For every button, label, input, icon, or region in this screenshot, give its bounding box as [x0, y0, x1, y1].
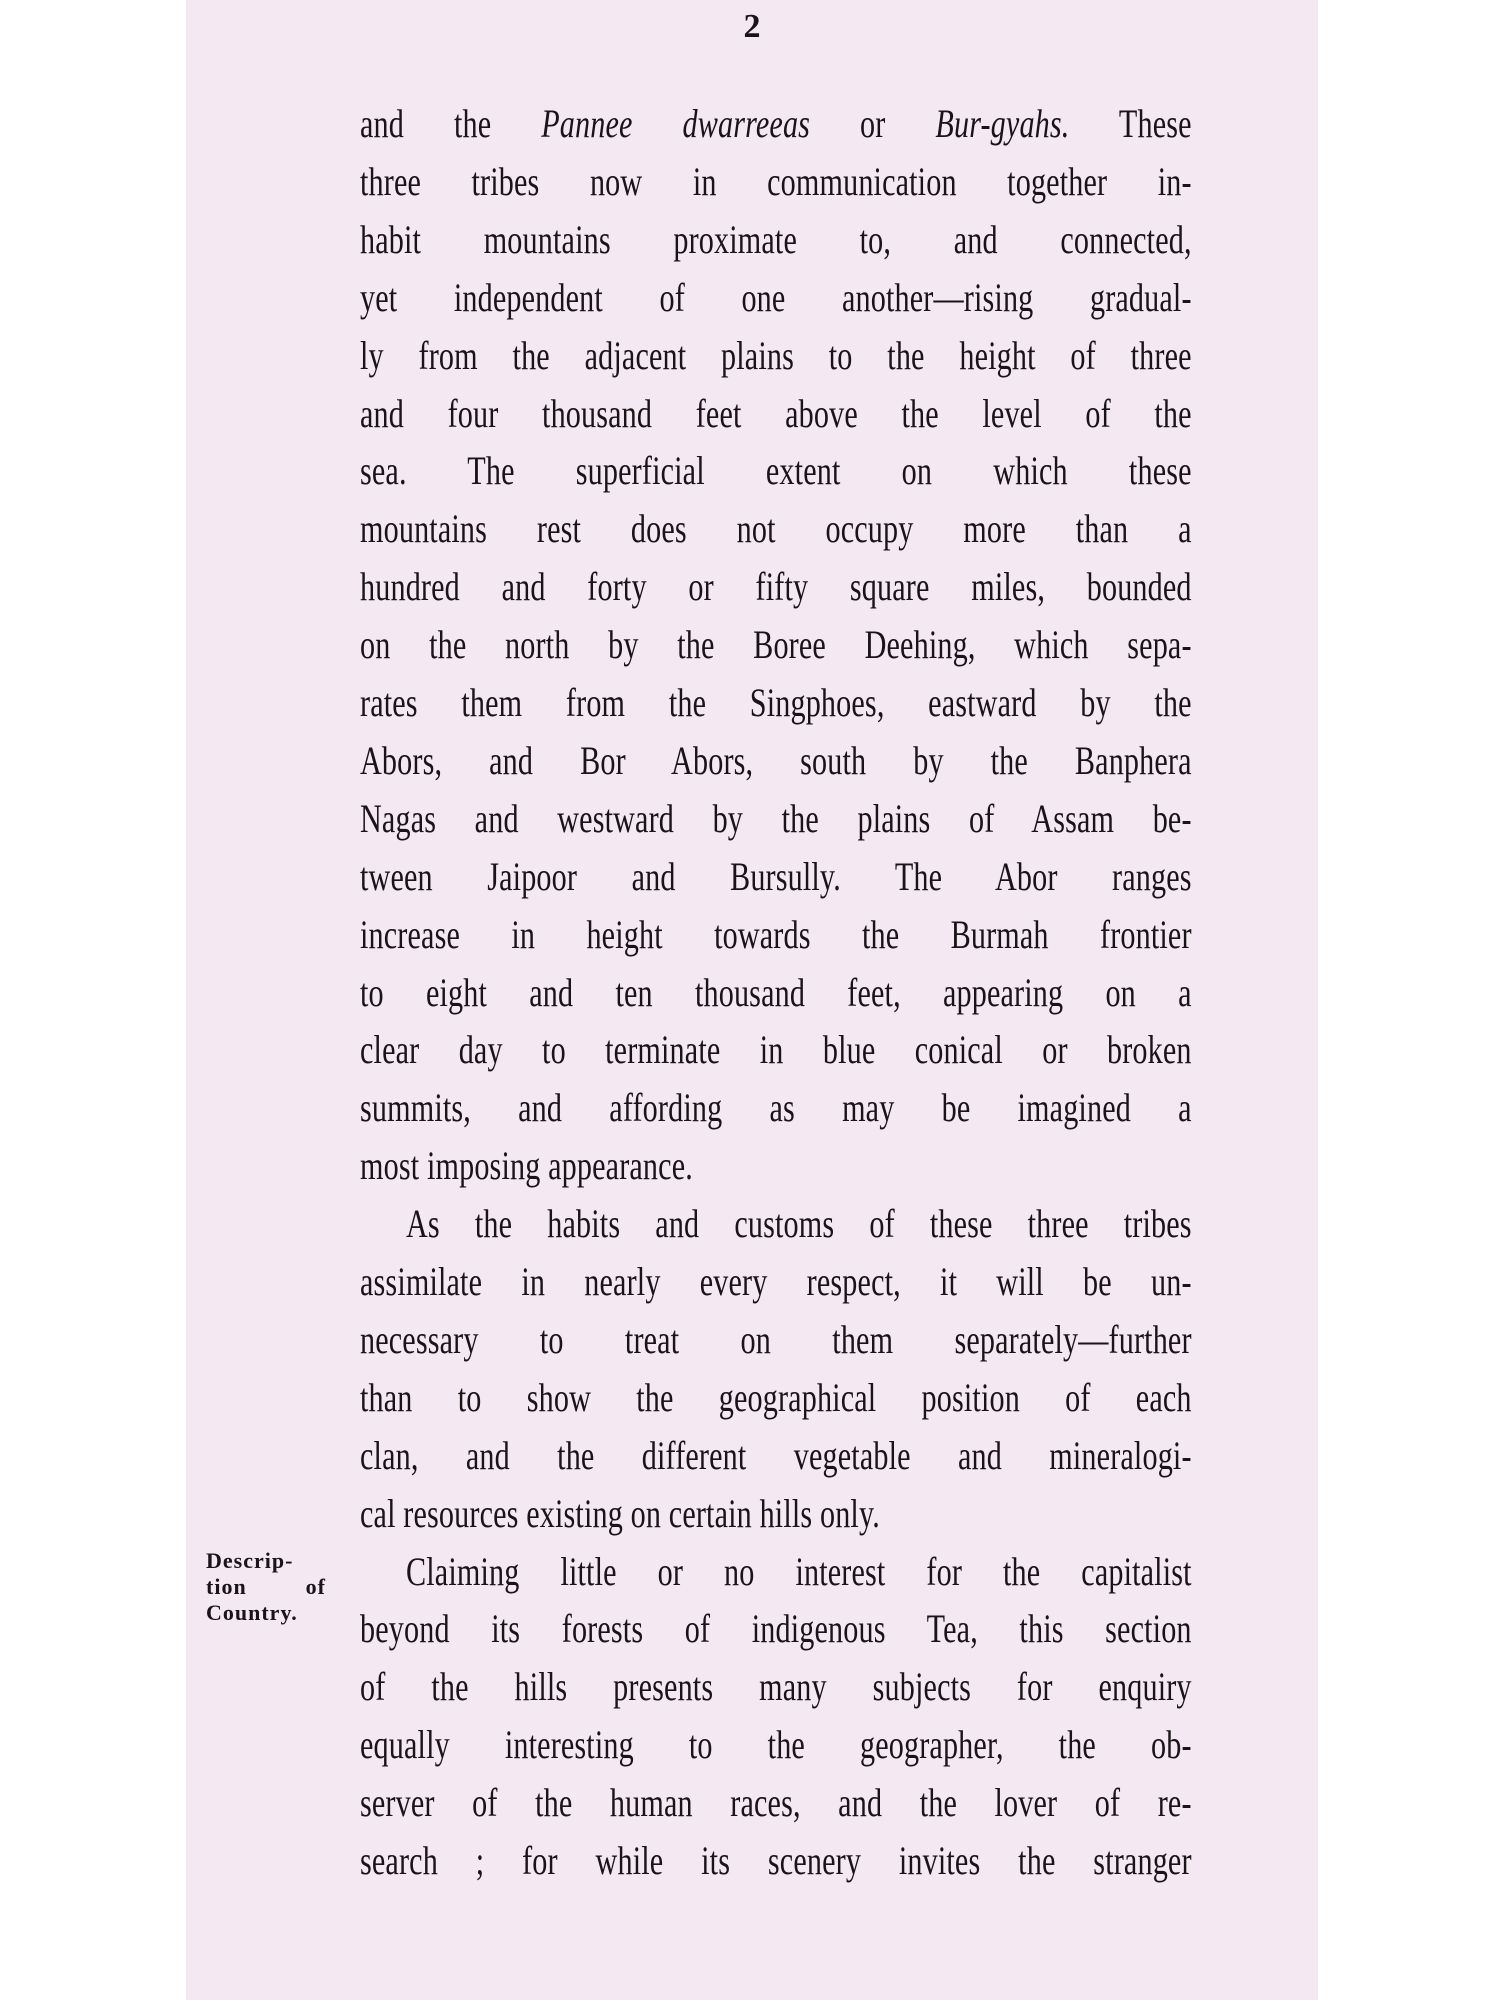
margin-note-line: tion of — [206, 1574, 326, 1599]
margin-note — [206, 1548, 326, 1626]
text-line: sea. The superficial extent on which these — [360, 448, 1192, 494]
text-line: beyond its forests of indigenous Tea, this section — [360, 1606, 1192, 1652]
text-line: and four thousand feet above the level of the — [360, 390, 1192, 436]
text-line: Abors, and Bor Abors, south by the Banphera — [360, 737, 1192, 783]
text-line: ly from the adjacent plains to the height of three — [360, 332, 1192, 378]
margin-note-line: Descrip- — [206, 1548, 294, 1573]
text-line: than to show the geographical position of each — [360, 1374, 1192, 1420]
text-line: tween Jaipoor and Bursully. The Abor ranges — [360, 853, 1192, 899]
text-line: Nagas and westward by the plains of Assam be- — [360, 795, 1192, 841]
text-line: clan, and the different vegetable and mineralogi- — [360, 1432, 1192, 1478]
text-line: Claiming little or no interest for the capitalist — [406, 1548, 1192, 1594]
text-line: mountains rest does not occupy more than a — [360, 506, 1192, 552]
text-line: necessary to treat on them separately—further — [360, 1316, 1192, 1362]
text-line: clear day to terminate in blue conical or broken — [360, 1027, 1192, 1073]
text-line: server of the human races, and the lover of re- — [360, 1780, 1192, 1826]
text-line: equally interesting to the geographer, the ob- — [360, 1722, 1192, 1768]
text-line: three tribes now in communication together in- — [360, 158, 1192, 204]
text-line: and the Pannee dwarreeas or Bur-gyahs. These — [360, 101, 1192, 146]
text-line: assimilate in nearly every respect, it will be un- — [360, 1259, 1192, 1304]
text-line: As the habits and customs of these three tribes — [406, 1201, 1192, 1247]
text-line: summits, and affording as may be imagined a — [360, 1085, 1192, 1131]
text-line: increase in height towards the Burmah frontier — [360, 911, 1192, 957]
text-line: yet independent of one another—rising gradual- — [360, 274, 1192, 320]
text-line: on the north by the Boree Deehing, which sepa- — [360, 622, 1192, 668]
margin-note-line: Country. — [206, 1600, 298, 1625]
text-line: search ; for while its scenery invites the stranger — [360, 1838, 1192, 1883]
page-number: 2 — [743, 8, 761, 45]
text-line: habit mountains proximate to, and connected, — [360, 216, 1192, 262]
text-line: most imposing appearance. — [360, 1143, 693, 1189]
book-page — [186, 0, 1318, 2000]
text-line: rates them from the Singphoes, eastward by the — [360, 680, 1192, 725]
text-line: to eight and ten thousand feet, appearing on a — [360, 969, 1192, 1015]
text-line: cal resources existing on certain hills only. — [360, 1490, 880, 1536]
text-line: hundred and forty or fifty square miles, bounded — [360, 564, 1192, 610]
text-line: of the hills presents many subjects for enquiry — [360, 1664, 1192, 1710]
